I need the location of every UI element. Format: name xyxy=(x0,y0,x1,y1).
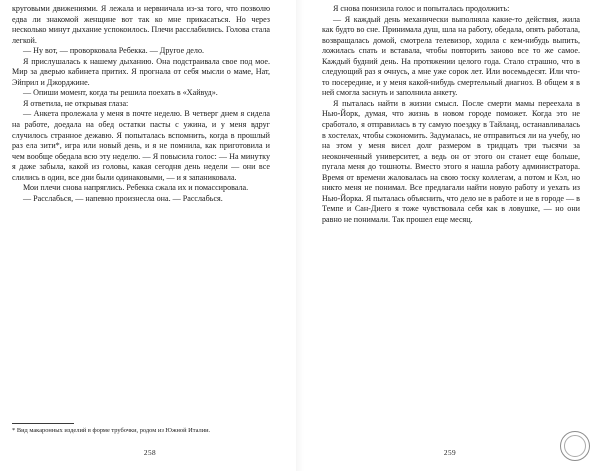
footnote-divider xyxy=(12,423,74,424)
paragraph: круговыми движениями. Я лежала и нервничала из-за того, что позволю едва ли знакомой женщине вот так ко мне прикасаться. Но через несколько минут дыхание успокоилось. Плечи расслабились. Голова стала легкой. xyxy=(12,4,270,45)
paragraph: Я прислушалась к нашему дыханию. Она подстраивала свое под мое. Мир за дверью кабинета притих. Я прогнала от себя мысли о маме, Нат, Эйприл и Джорджине. xyxy=(12,56,270,87)
circle-ornament-icon xyxy=(558,429,592,463)
paragraph: — Анкета пролежала у меня в почте неделю. В четверг днем я сидела на работе, доедала на обед остатки пасты с ужина, и у меня вдруг случилось странное дежавю. Я попыталась вспомнить, когда в прошлый раз ела зити*, игра или новый день, и я не помнила, как приготовила и чем вообще обедала всю эту неделю. — Я повысила голос: — На минутку я даже забыла, какой из головы, какая сегодня день недели — они все слились в один, все дни были одинаковыми, — и я запаниковала. xyxy=(12,109,270,182)
paragraph: Мои плечи снова напряглись. Ребекка сжала их и помассировала. xyxy=(23,183,249,193)
paragraph: — Ну вот, — проворковала Ребекка. — Другое дело. xyxy=(23,46,205,56)
page-right-body xyxy=(322,4,580,225)
paragraph: Я ответила, не открывая глаза: xyxy=(23,98,129,108)
page-number-left: 258 xyxy=(143,448,157,457)
footnote-marker: * xyxy=(12,426,16,434)
page-left-body xyxy=(12,4,270,204)
paragraph: — Я каждый день механически выполняла какие-то действия, жила как будто во сне. Принимала душ, шла на работу, обедала, опять работала, возвращалась домой, смотрела телевизор, ходила с кем-нибудь выпить, ложилась спать и вставала, чтобы повторить заново все то же самое. Каждый будний день. На протяжении целого года. Стало страшно, что в следующий раз я очнусь, а мне уже сорок лет. Или восемьдесят. Или что-то посередине, и у меня какой-нибудь смертельный диагноз. В общем я в ней смогла заснуть и заполнила анкету. xyxy=(322,14,580,98)
paragraph: Я снова понизила голос и попыталась продолжить: xyxy=(333,4,510,13)
footnote-text: Вид макаронных изделий в форме трубочки, родом из Южной Италии. xyxy=(16,426,211,434)
paragraph: — Опиши момент, когда ты решила поехать в «Хайвуд». xyxy=(23,88,218,98)
paragraph: — Расслабься, — напевно произнесла она. — Расслабься. xyxy=(23,193,223,203)
paragraph: Я пыталась найти в жизни смысл. После смерти мамы переехала в Нью-Йорк, думая, что жизнь в новом городе поможет. Когда это не сработало, я отправилась в ту самую поездку в Тайланд, останавливалась в хостелах, чтобы сэкономить. Задумалась, не отправиться ли на учебу, но на этом у меня висел долг размером в тридцать три тысячи за неоконченный университет, а ведь он от этого он станет еще больше, пугала меня до тошноты. Вместо этого я нашла работу администратора. Время от времени жаловалась на свою тоску коллегам, а потом и Кэл, но никто меня не понимал. Все предлагали найти новую работу и уехать из Нью-Йорка. Я пыталась объяснить, что дело не в работе и не в городе — в Темпе и Сан-Диего я тоже чувствовала себя как в ловушке, — но они равно не понимали. Так прошел еще месяц. xyxy=(322,98,580,224)
page-right xyxy=(300,0,600,471)
footnote xyxy=(12,427,270,435)
footnote-area xyxy=(12,418,270,435)
page-number-right: 259 xyxy=(443,448,457,457)
ornament-inner-ring xyxy=(564,435,586,457)
